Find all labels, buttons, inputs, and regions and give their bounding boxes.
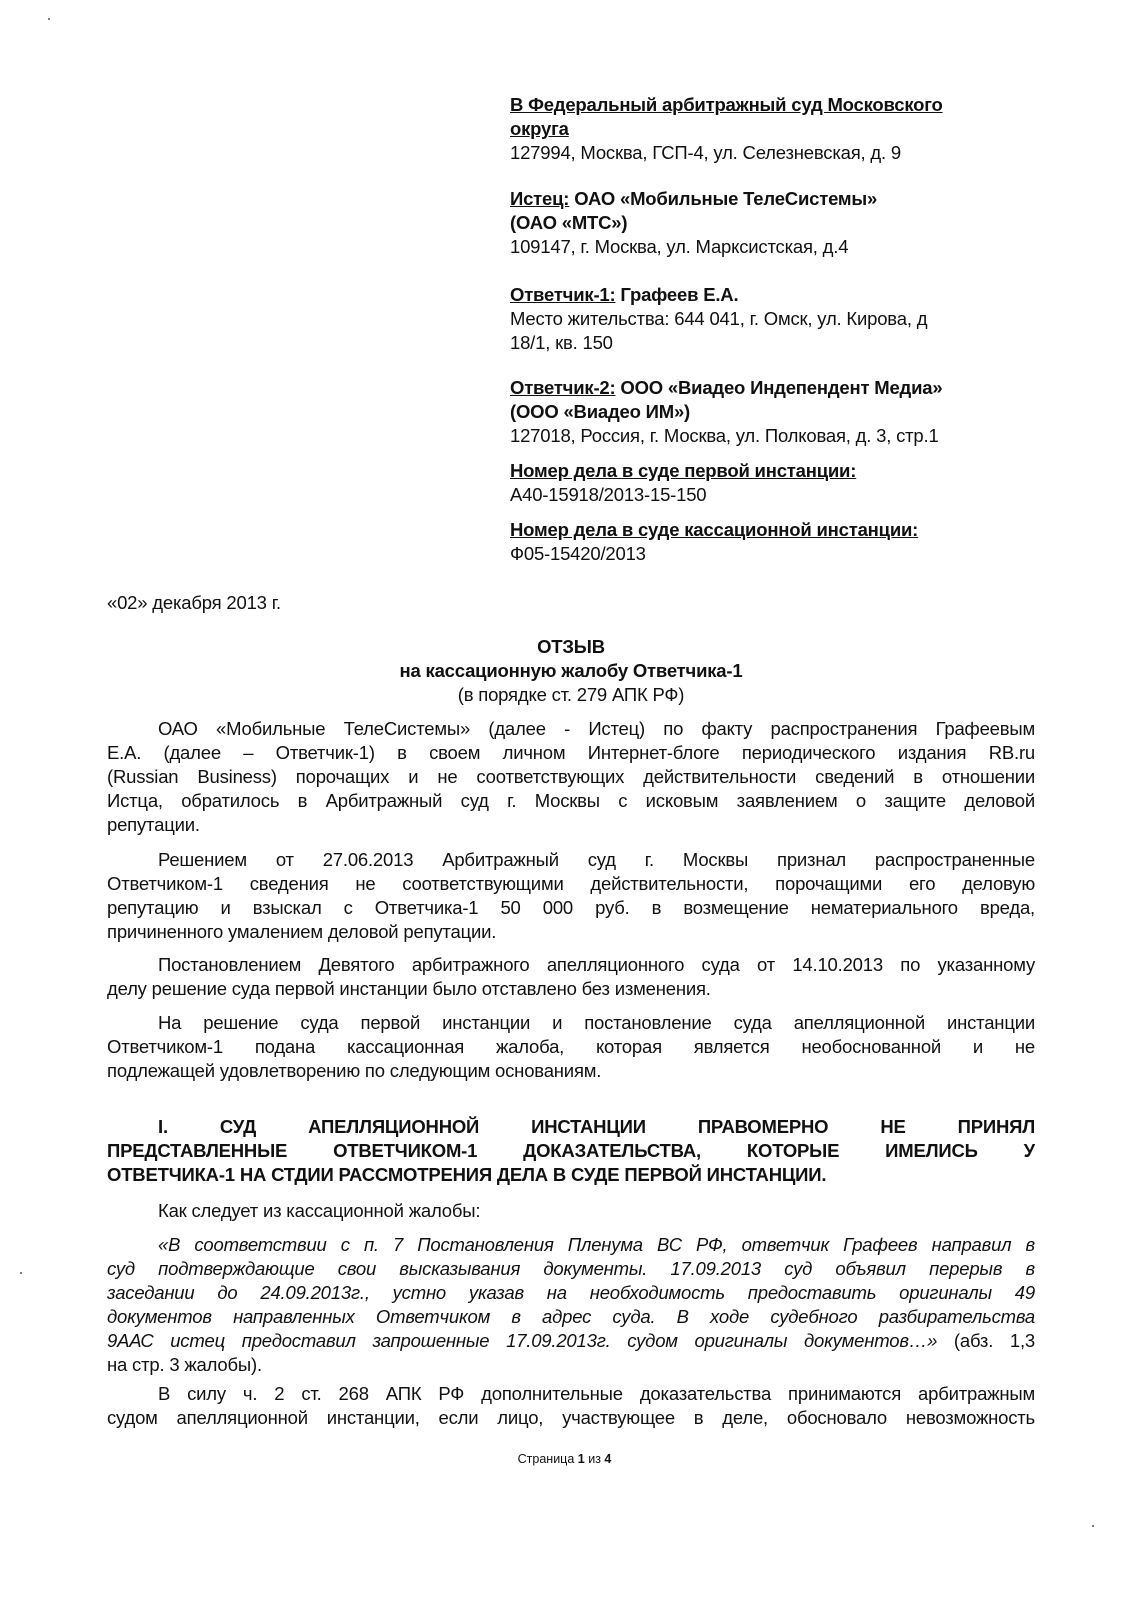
paragraph-5 <box>107 1382 1035 1430</box>
text-line: суд подтверждающие свои высказывания документы. 17.09.2013 суд объявил перерыв в <box>107 1258 1035 1279</box>
plaintiff-short: (ОАО «МТС») <box>510 212 628 233</box>
defendant2-label: Ответчик-2: <box>510 377 616 398</box>
text-line: Ответчиком-1 подана кассационная жалоба, которая является необоснованной и не <box>107 1036 1035 1057</box>
text-line: «В соответствии с п. 7 Постановления Пленума ВС РФ, ответчик Графеев направил в <box>158 1234 1035 1255</box>
scan-speck <box>48 18 50 20</box>
page-number: 1 <box>577 1452 585 1466</box>
quote-intro: Как следует из кассационной жалобы: <box>158 1200 481 1221</box>
scan-speck <box>20 1272 22 1274</box>
case1-label: Номер дела в суде первой инстанции: <box>510 460 857 481</box>
case1-number: А40-15918/2013-15-150 <box>510 484 707 505</box>
plaintiff-label: Истец: <box>510 188 570 209</box>
text-line: судом апелляционной инстанции, если лицо, участвующее в деле, обосновало невозможность <box>107 1407 1035 1428</box>
text-line: (Russian Business) порочащих и не соответствующих действительности сведений в отношении <box>107 766 1035 787</box>
court-name: В Федеральный арбитражный суд Московского <box>510 94 943 115</box>
text-line: 9ААС истец предоставил запрошенные 17.09.2013г. судом оригиналы документов…» <box>107 1330 938 1351</box>
text-line: документов направленных Ответчиком в адрес суда. В ходе судебного разбирательства <box>107 1306 1035 1327</box>
plaintiff-name: ОАО «Мобильные ТелеСистемы» <box>569 188 878 209</box>
heading-line: ПРЕДСТАВЛЕННЫЕ ОТВЕТЧИКОМ-1 ДОКАЗАТЕЛЬСТВА, КОТОРЫЕ ИМЕЛИСЬ У <box>107 1140 1035 1161</box>
text-line: Е.А. (далее – Ответчик-1) в своем личном Интернет-блоге периодического издания RB.ru <box>107 742 1035 763</box>
document-date: «02» декабря 2013 г. <box>107 592 281 613</box>
heading-line: I. СУД АПЕЛЛЯЦИОННОЙ ИНСТАНЦИИ ПРАВОМЕРНО НЕ ПРИНЯЛ <box>158 1116 1035 1137</box>
paragraph-1 <box>107 717 1035 837</box>
title-main: ОТЗЫВ <box>537 636 605 657</box>
text-line: заседании до 24.09.2013г., устно указав на необходимость предоставить оригиналы 49 <box>107 1282 1035 1303</box>
text-line: подлежащей удовлетворению по следующим основаниям. <box>107 1060 602 1081</box>
footer-sep: из <box>584 1452 605 1466</box>
defendant2-name: ООО «Виадео Индепендент Медиа» <box>615 377 943 398</box>
court-address: 127994, Москва, ГСП-4, ул. Селезневская, д. 9 <box>510 142 901 163</box>
text-line: делу решение суда первой инстанции было отставлено без изменения. <box>107 978 711 999</box>
document-title <box>107 635 1035 707</box>
title-note: (в порядке ст. 279 АПК РФ) <box>457 684 685 705</box>
text-line: Ответчиком-1 сведения не соответствующими действительности, порочащими его деловую <box>107 873 1035 894</box>
text-line: репутации. <box>107 814 200 835</box>
court-name-cont: округа <box>510 118 569 139</box>
paragraph-4 <box>107 1011 1035 1083</box>
page-total: 4 <box>604 1452 612 1466</box>
addressee-block <box>510 93 1030 566</box>
text-line: причиненного умалением деловой репутации. <box>107 921 497 942</box>
text-line: Решением от 27.06.2013 Арбитражный суд г. Москвы признал распространенные <box>158 849 1035 870</box>
quote-paragraph <box>107 1233 1035 1377</box>
section-heading <box>107 1115 1035 1187</box>
text-line: репутацию и взыскал с Ответчика-1 50 000 руб. в возмещение нематериального вреда, <box>107 897 1035 918</box>
text-line: на стр. 3 жалобы). <box>107 1354 262 1375</box>
case2-number: Ф05-15420/2013 <box>510 543 646 564</box>
heading-line: ОТВЕТЧИКА-1 НА СТДИИ РАССМОТРЕНИЯ ДЕЛА В СУДЕ ПЕРВОЙ ИНСТАНЦИИ. <box>107 1164 827 1185</box>
text-line: ОАО «Мобильные ТелеСистемы» (далее - Истец) по факту распространения Графеевым <box>158 718 1035 739</box>
text-line: Истца, обратилось в Арбитражный суд г. Москвы с исковым заявлением о защите деловой <box>107 790 1035 811</box>
defendant1-label: Ответчик-1: <box>510 284 616 305</box>
text-line: На решение суда первой инстанции и постановление суда апелляционной инстанции <box>158 1012 1035 1033</box>
paragraph-3 <box>107 953 1035 1001</box>
plaintiff-address: 109147, г. Москва, ул. Марксистская, д.4 <box>510 236 849 257</box>
scan-speck <box>1092 1525 1094 1527</box>
defendant2-address: 127018, Россия, г. Москва, ул. Полковая, д. 3, стр.1 <box>510 425 939 446</box>
text-line: В силу ч. 2 ст. 268 АПК РФ дополнительные доказательства принимаются арбитражным <box>158 1383 1035 1404</box>
text-line: Постановлением Девятого арбитражного апелляционного суда от 14.10.2013 по указанному <box>158 954 1035 975</box>
case2-label: Номер дела в суде кассационной инстанции: <box>510 519 919 540</box>
footer-prefix: Страница <box>517 1452 578 1466</box>
paragraph-2 <box>107 848 1035 944</box>
defendant1-address-cont: 18/1, кв. 150 <box>510 332 613 353</box>
title-sub: на кассационную жалобу Ответчика-1 <box>399 660 743 681</box>
defendant2-short: (ООО «Виадео ИМ») <box>510 401 691 422</box>
defendant1-address: Место жительства: 644 041, г. Омск, ул. Кирова, д <box>510 308 928 329</box>
text-line: (абз. 1,3 <box>937 1330 1035 1351</box>
defendant1-name: Графеев Е.А. <box>615 284 739 305</box>
page-footer <box>0 1452 1129 1466</box>
